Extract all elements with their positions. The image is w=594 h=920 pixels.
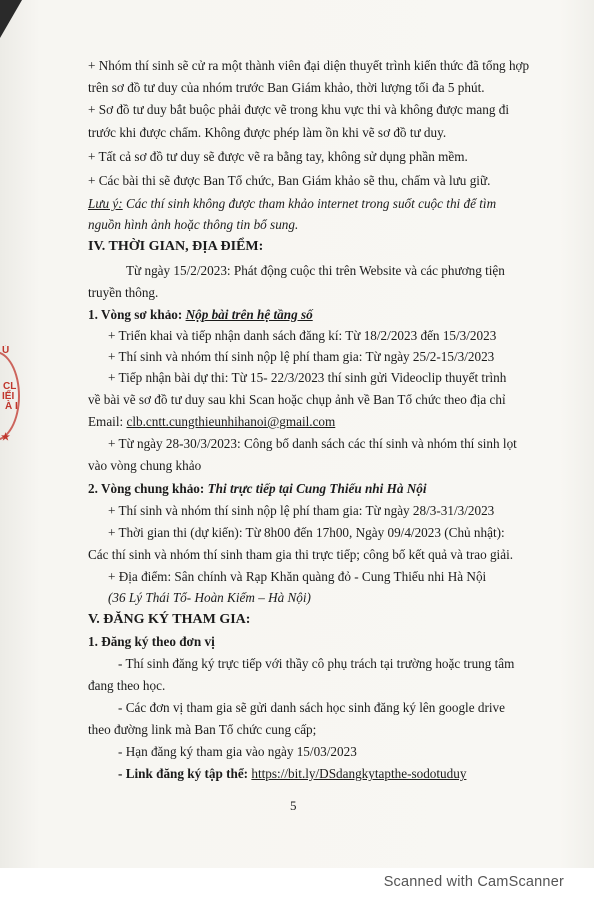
text-line: + Tiếp nhận bài dự thi: Từ 15- 22/3/2023 thí sinh gửi Videoclip thuyết trình xyxy=(108,370,507,385)
subheading-round-2 xyxy=(88,480,427,498)
subheading-round-1 xyxy=(88,306,313,324)
text-line: + Tất cả sơ đồ tư duy sẽ được vẽ ra bằng tay, không sử dụng phần mềm. xyxy=(88,149,468,164)
round-1-title: Nộp bài trên hệ tầng số xyxy=(185,307,313,322)
page-number: 5 xyxy=(290,798,297,813)
section-heading-v: V. ĐĂNG KÝ THAM GIA: xyxy=(88,612,251,627)
text-line: - Các đơn vị tham gia sẽ gửi danh sách học sinh đăng ký lên google drive xyxy=(118,700,505,715)
text-line: + Địa điểm: Sân chính và Rạp Khăn quàng đỏ - Cung Thiếu nhi Hà Nội xyxy=(108,569,487,584)
text-line: - Hạn đăng ký tham gia vào ngày 15/03/2023 xyxy=(118,744,357,759)
note-text: Các thí sinh không được tham khảo internet trong suốt cuộc thi để tìm xyxy=(125,196,497,211)
round-2-title: Thi trực tiếp tại Cung Thiếu nhi Hà Nội xyxy=(207,481,427,496)
text-line: đang theo học. xyxy=(88,678,166,693)
text-line: + Thí sinh và nhóm thí sinh nộp lệ phí tham gia: Từ ngày 25/2-15/3/2023 xyxy=(108,349,495,364)
text-line: - Thí sinh đăng ký trực tiếp với thầy cô phụ trách tại trường hoặc trung tâm xyxy=(118,656,515,671)
text-line: + Các bài thi sẽ được Ban Tổ chức, Ban Giám khảo sẽ thu, chấm và lưu giữ. xyxy=(88,173,491,188)
stamp-text-2: CL xyxy=(3,381,17,392)
stamp-text-1: Ú xyxy=(2,345,10,356)
link-label: - Link đăng ký tập thể: xyxy=(118,766,249,781)
scanner-watermark: Scanned with CamScanner xyxy=(383,874,564,890)
text-line: + Sơ đồ tư duy bắt buộc phải được vẽ trong khu vực thi và không được mang đi xyxy=(88,102,510,117)
note-line xyxy=(88,195,496,213)
text-line: về bài vẽ sơ đồ tư duy sau khi Scan hoặc chụp ảnh về Ban Tổ chức theo địa chỉ xyxy=(88,392,506,407)
note-label: Lưu ý: xyxy=(88,196,123,211)
round-2-label: 2. Vòng chung khảo: xyxy=(88,481,205,496)
text-line: (36 Lý Thái Tổ- Hoàn Kiếm – Hà Nội) xyxy=(108,590,311,605)
stamp-text-4: À I xyxy=(5,401,18,412)
section-heading-iv: IV. THỜI GIAN, ĐỊA ĐIỂM: xyxy=(88,239,264,254)
text-line: + Thí sinh và nhóm thí sinh nộp lệ phí tham gia: Từ ngày 28/3-31/3/2023 xyxy=(108,503,495,518)
scan-corner-shadow xyxy=(0,0,22,38)
registration-link[interactable]: https://bit.ly/DSdangkytapthe-sodotuduy xyxy=(251,766,467,781)
text-line: nguồn hình ảnh hoặc thông tin bổ sung. xyxy=(88,217,299,232)
text-line: Từ ngày 15/2/2023: Phát động cuộc thi trên Website và các phương tiện xyxy=(126,263,505,278)
stamp-text-3: IẾI xyxy=(2,391,15,402)
text-line: Các thí sinh và nhóm thí sinh tham gia thi trực tiếp; công bố kết quả và trao giải. xyxy=(88,547,514,562)
text-line: trên sơ đồ tư duy của nhóm trước Ban Giám khảo, thời lượng tối đa 5 phút. xyxy=(88,80,485,95)
email-link[interactable]: clb.cntt.cungthieunhihanoi@gmail.com xyxy=(126,414,336,429)
text-line: trước khi được chấm. Không được phép làm ồn khi vẽ sơ đồ tư duy. xyxy=(88,125,447,140)
text-line: truyền thông. xyxy=(88,285,159,300)
text-line: vào vòng chung khảo xyxy=(88,458,202,473)
text-line: + Triển khai và tiếp nhận danh sách đăng kí: Từ 18/2/2023 đến 15/3/2023 xyxy=(108,328,497,343)
text-line: + Thời gian thi (dự kiến): Từ 8h00 đến 17h00, Ngày 09/4/2023 (Chủ nhật): xyxy=(108,525,505,540)
stamp-star-icon: ★ xyxy=(1,432,10,443)
email-line xyxy=(88,413,335,431)
subheading-unit-registration: 1. Đăng ký theo đơn vị xyxy=(88,634,215,649)
red-stamp xyxy=(0,345,22,445)
text-line: + Từ ngày 28-30/3/2023: Công bố danh sách các thí sinh và nhóm thí sinh lọt xyxy=(108,436,517,451)
text-line: theo đường link mà Ban Tổ chức cung cấp; xyxy=(88,722,317,737)
text-line: + Nhóm thí sinh sẽ cử ra một thành viên đại diện thuyết trình kiến thức đã tổng hợp xyxy=(88,58,530,73)
link-line xyxy=(118,765,466,783)
round-1-label: 1. Vòng sơ khảo: xyxy=(88,307,183,322)
email-label: Email: xyxy=(88,414,124,429)
